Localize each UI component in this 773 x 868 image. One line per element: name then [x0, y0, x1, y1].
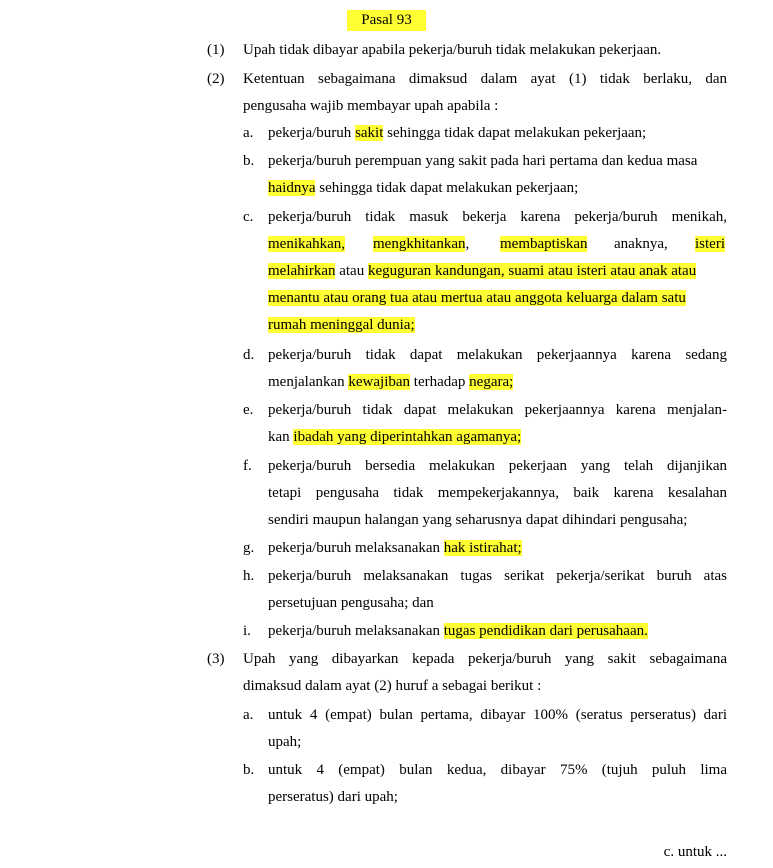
item-2f-line-2: tetapi pengusaha tidak mempekerjakannya, baik karena kesalahan: [268, 485, 727, 501]
item-2d-mid: terhadap: [410, 374, 470, 390]
item-2c-highlight-mengkhitankan: mengkhitankan: [373, 236, 466, 252]
item-2g-pre: pekerja/buruh melaksanakan: [268, 540, 444, 556]
item-3b-marker: b.: [243, 762, 255, 778]
item-2b-marker: b.: [243, 153, 255, 169]
item-2c-highlight-melahirkan: melahirkan: [268, 263, 336, 279]
item-2c-highlight-menikahkan: menikahkan,: [268, 236, 346, 252]
item-2d-marker: d.: [243, 347, 255, 363]
item-2d-highlight-kewajiban: kewajiban: [348, 374, 411, 390]
item-2c-highlight-line-5: rumah meninggal dunia;: [268, 317, 415, 333]
item-3b-line-2: perseratus) dari upah;: [268, 789, 398, 805]
item-2i-text: [268, 622, 648, 640]
item-2c-comma: ,: [465, 236, 470, 252]
ayat-3-line-1: Upah yang dibayarkan kepada pekerja/buruh yang sakit sebagaimana: [243, 651, 727, 667]
item-2e-line-1: pekerja/buruh tidak dapat melakukan pekerjaannya karena menjalan-: [268, 402, 727, 418]
item-2e-pre: kan: [268, 429, 294, 445]
item-3a-marker: a.: [243, 707, 254, 723]
item-2c-line-5: [268, 316, 415, 334]
item-2d-pre: menjalankan: [268, 374, 349, 390]
ayat-3-number: (3): [207, 651, 225, 667]
item-2d-line-2: [268, 373, 513, 391]
item-2b-line-1: pekerja/buruh perempuan yang sakit pada hari pertama dan kedua masa: [268, 153, 698, 169]
item-2b-highlight: haidnya: [268, 180, 316, 196]
item-2f-marker: f.: [243, 458, 252, 474]
item-2i-marker: i.: [243, 623, 251, 639]
item-3a-line-1: untuk 4 (empat) bulan pertama, dibayar 100% (seratus perseratus) dari: [268, 707, 727, 723]
item-2c-line-4: [268, 289, 686, 307]
item-2a-post: sehingga tidak dapat melakukan pekerjaan;: [383, 125, 647, 141]
item-2c-w4: anaknya,: [614, 236, 668, 252]
title-text: Pasal 93: [347, 10, 425, 31]
item-2a-marker: a.: [243, 125, 254, 141]
item-2f-line-3: sendiri maupun halangan yang seharusnya dapat dihindari pengusaha;: [268, 512, 688, 528]
item-2g-text: [268, 539, 522, 557]
item-2a-text: [268, 124, 646, 142]
item-2e-line-2: [268, 428, 521, 446]
ayat-2-line-2: pengusaha wajib membayar upah apabila :: [243, 98, 499, 114]
item-2c-highlight-keguguran: keguguran kandungan,: [367, 263, 505, 279]
item-2a-highlight: sakit: [355, 125, 384, 141]
item-2h-marker: h.: [243, 568, 255, 584]
ayat-2-number: (2): [207, 71, 225, 87]
item-2f-line-1: pekerja/buruh bersedia melakukan pekerjaan yang telah dijanjikan: [268, 458, 727, 474]
ayat-2-line-1: Ketentuan sebagaimana dimaksud dalam ayat (1) tidak berlaku, dan: [243, 71, 727, 87]
item-2c-atau: atau: [335, 263, 368, 279]
item-2b-line-2: [268, 179, 578, 197]
item-3a-line-2: upah;: [268, 734, 302, 750]
item-2b-post: sehingga tidak dapat melakukan pekerjaan;: [315, 180, 579, 196]
item-2i-pre: pekerja/buruh melaksanakan: [268, 623, 444, 639]
item-2d-highlight-negara: negara;: [469, 374, 514, 390]
item-2g-marker: g.: [243, 540, 255, 556]
item-2c-w5: [695, 235, 725, 253]
item-2c-w1: [268, 235, 345, 253]
item-2i-highlight: tugas pendidikan dari perusahaan.: [443, 623, 648, 639]
item-2h-line-2: persetujuan pengusaha; dan: [268, 595, 434, 611]
item-2g-highlight: hak istirahat;: [443, 540, 522, 556]
item-2c-highlight-membaptiskan: membaptiskan: [500, 236, 588, 252]
item-2c-line-1: pekerja/buruh tidak masuk bekerja karena pekerja/buruh menikah,: [268, 209, 727, 225]
item-3b-line-1: untuk 4 (empat) bulan kedua, dibayar 75% (tujuh puluh lima: [268, 762, 727, 778]
item-2c-marker: c.: [243, 209, 254, 225]
page-title: [0, 12, 773, 29]
item-2c-line-3: [268, 262, 696, 280]
item-2c-highlight-suami: suami atau isteri atau anak atau: [504, 263, 697, 279]
item-2d-line-1: pekerja/buruh tidak dapat melakukan pekerjaannya karena sedang: [268, 347, 727, 363]
item-2a-pre: pekerja/buruh: [268, 125, 356, 141]
item-2h-line-1: pekerja/buruh melaksanakan tugas serikat pekerja/serikat buruh atas: [268, 568, 727, 584]
item-2e-marker: e.: [243, 402, 254, 418]
ayat-1-number: (1): [207, 42, 225, 58]
item-2c-highlight-isteri: isteri: [695, 236, 725, 252]
item-2c-w3: [500, 235, 587, 253]
page-continuation: c. untuk ...: [663, 844, 727, 860]
ayat-3-line-2: dimaksud dalam ayat (2) huruf a sebagai berikut :: [243, 678, 542, 694]
item-2c-w2: [373, 235, 469, 253]
item-2e-highlight: ibadah yang diperintahkan agamanya;: [293, 429, 522, 445]
item-2c-highlight-line-4: menantu atau orang tua atau mertua atau anggota keluarga dalam satu: [268, 290, 686, 306]
ayat-1-text: Upah tidak dibayar apabila pekerja/buruh tidak melakukan pekerjaan.: [243, 42, 662, 58]
